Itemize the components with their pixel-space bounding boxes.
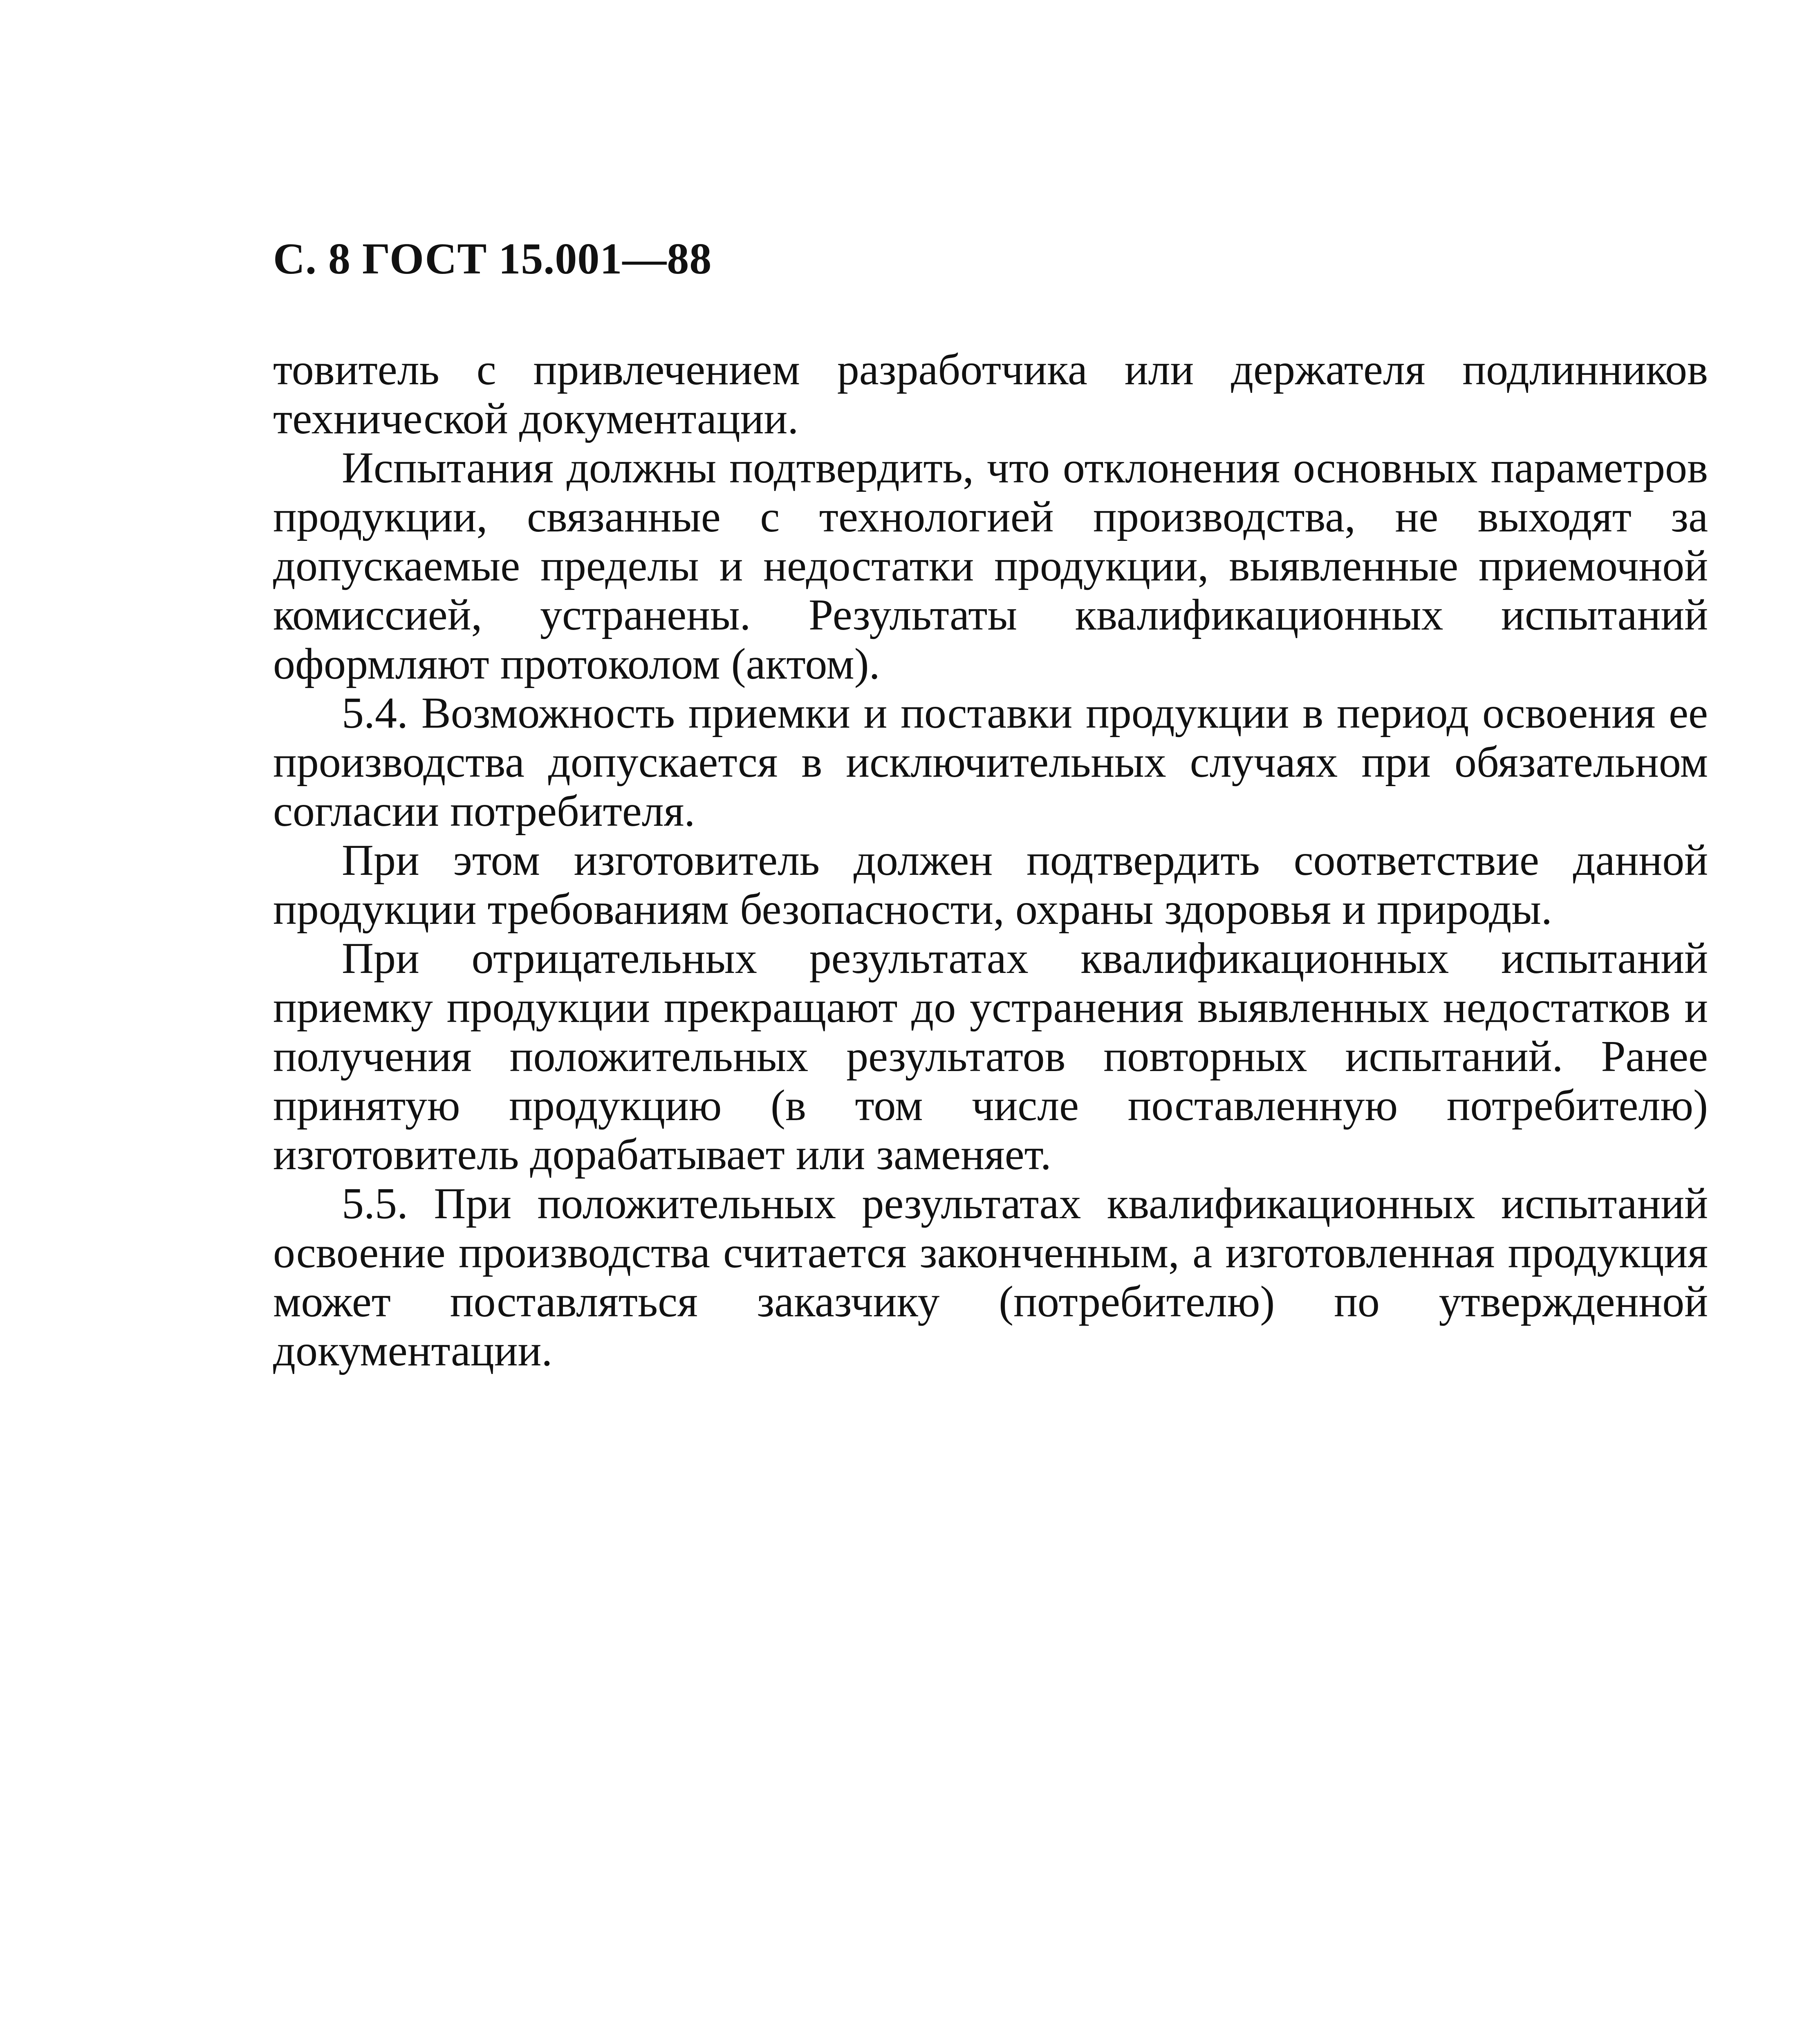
paragraph-negative-results: При отрицательных результатах квалификационных испытаний приемку продукции прекращают до устранения выявленных недостатков и получения положительных результатов повторных испытаний. Ранее принятую продукцию (в том числе поставленную потребителю) изготовитель дорабатывает или заменяет.	[273, 934, 1708, 1179]
document-body	[273, 345, 1708, 1376]
page-header: С. 8 ГОСТ 15.001—88	[273, 235, 712, 283]
paragraph-manufacturer-confirm: При этом изготовитель должен подтвердить соответствие данной продукции требованиям безопасности, охраны здоровья и природы.	[273, 836, 1708, 934]
paragraph-continuation: товитель с привлечением разработчика или держателя подлинников технической документации.	[273, 345, 1708, 443]
paragraph-5-5: 5.5. При положительных результатах квалификационных испытаний освоение производства считается законченным, а изготовленная продукция может поставляться заказчику (потребителю) по утвержденной документации.	[273, 1179, 1708, 1375]
paragraph-5-4: 5.4. Возможность приемки и поставки продукции в период освоения ее производства допускается в исключительных случаях при обязательном согласии потребителя.	[273, 689, 1708, 836]
paragraph-tests-confirm: Испытания должны подтвердить, что отклонения основных параметров продукции, связанные с технологией производства, не выходят за допускаемые пределы и недостатки продукции, выявленные приемочной комиссией, устранены. Результаты квалификационных испытаний оформляют протоколом (актом).	[273, 444, 1708, 688]
